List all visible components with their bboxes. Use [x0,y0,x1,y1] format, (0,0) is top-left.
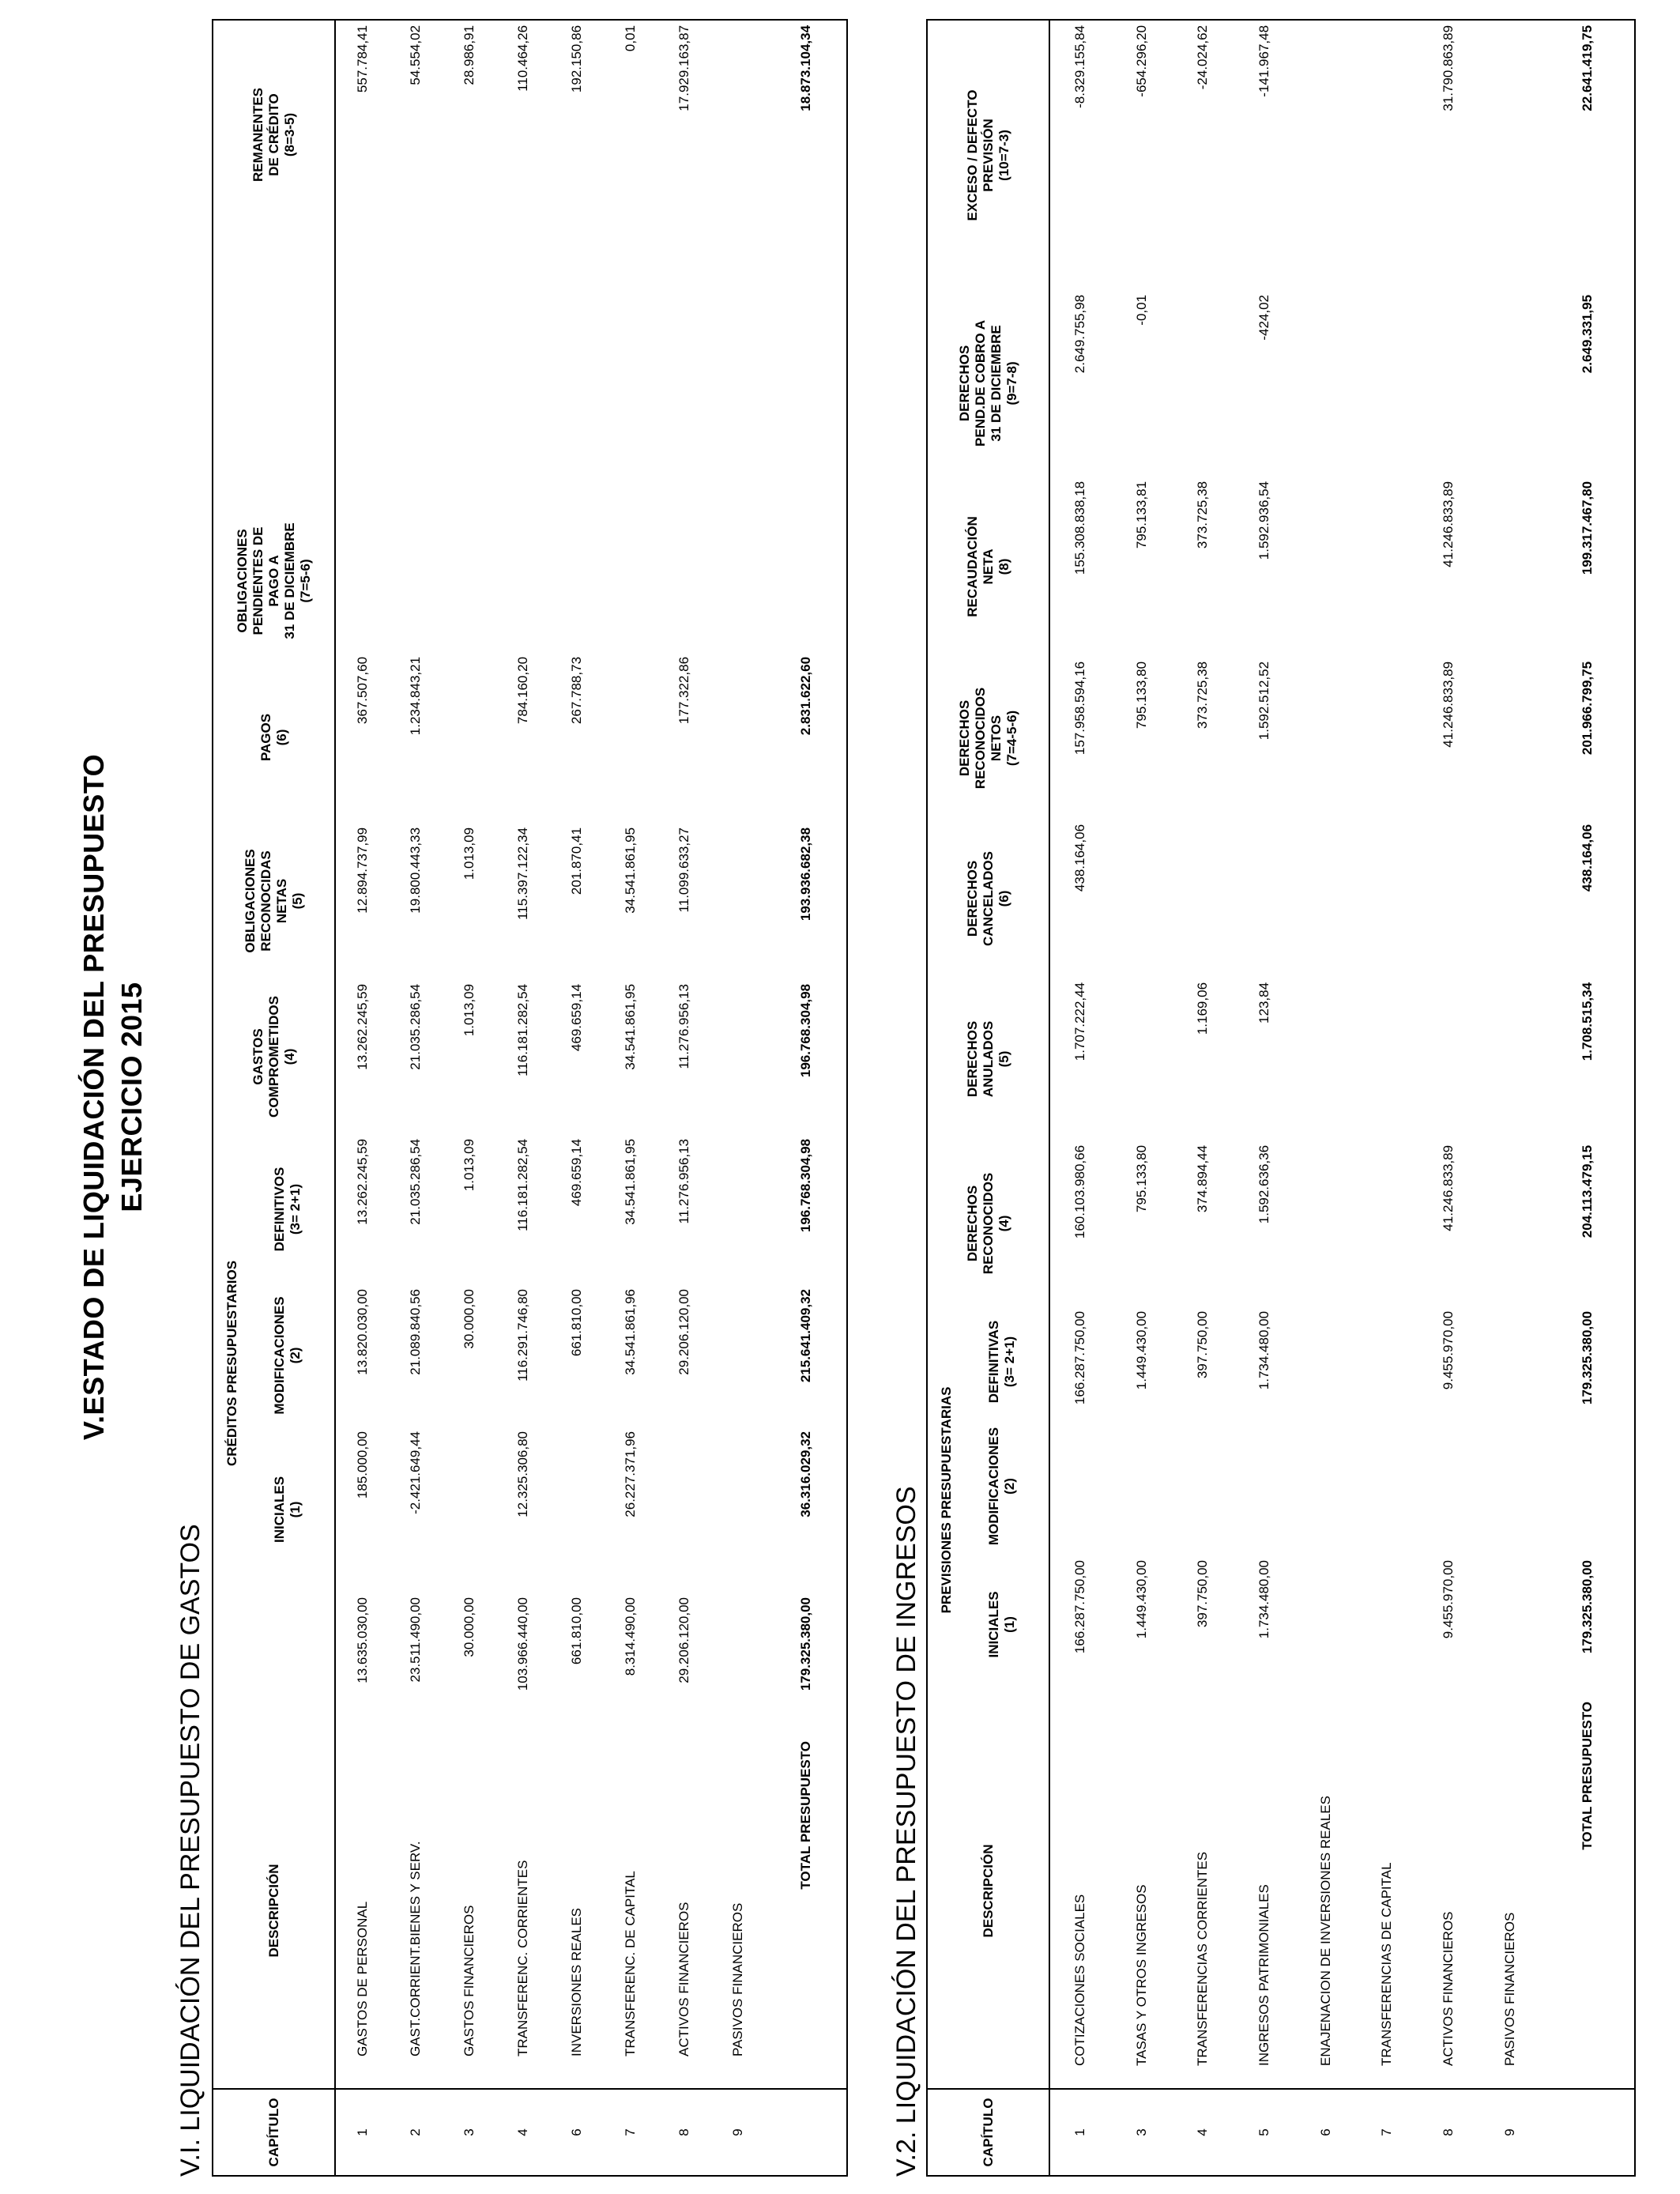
gastos-header-iniciales: INICIALES (1) [240,1427,335,1593]
pagos-cell: 1.013,09 [461,827,477,880]
iniciales-cell: 1.734.480,00 [1256,1560,1272,1639]
reconocidos-cell [1295,1140,1357,1306]
table-row [711,20,765,2176]
cancelados-cell: 438.164,06 [1072,824,1088,892]
pendcobro-cell [1357,290,1418,477]
table-row [1234,20,1295,2176]
modificaciones-cell [443,1427,496,1593]
recaudacion-cell [1295,477,1357,657]
table-row [1172,20,1234,2176]
definitivas-cell [1357,1306,1418,1417]
total-label: TOTAL PRESUPUESTO [797,1741,813,1890]
obligaciones-cell: 21.035.286,54 [408,983,423,1070]
definitivas-cell: 9.455.970,00 [1441,1310,1456,1390]
modificaciones-cell [657,1427,711,1593]
iniciales-cell: 23.511.490,00 [408,1597,423,1683]
remanentes-cell: 0,01 [623,25,638,52]
pendcobro-cell [1295,290,1357,477]
reconocidos-cell [1357,1140,1418,1306]
capitulo-cell: 9 [1479,2089,1541,2176]
obligaciones-cell: 469.659,14 [569,983,584,1052]
modificaciones-cell: 12.325.306,80 [515,1431,530,1517]
netos-cell [1357,657,1418,820]
reconocidos-cell: 795.133,80 [1133,1144,1149,1213]
pagos-cell: 19.800.443,33 [408,827,423,914]
ingresos-header-iniciales: INICIALES (1) [955,1555,1049,1694]
iniciales-cell [1479,1555,1541,1694]
comprometidos-cell: 469.659,14 [569,1138,584,1207]
iniciales-cell: 103.966.440,00 [515,1597,530,1691]
total-row [765,20,847,2176]
table-row [1357,20,1418,2176]
total-pendientes: 2.831.622,60 [797,656,813,736]
table-row [604,20,657,2176]
total-modificaciones [1541,1417,1635,1555]
recaudacion-cell: 795.133,81 [1133,481,1149,549]
descripcion-cell: TRANSFERENCIAS CORRIENTES [1195,1851,1211,2066]
modificaciones-cell [711,1427,765,1593]
ingresos-header-exceso: EXCESO / DEFECTO PREVISIÓN (10=7-3) [927,20,1049,290]
ingresos-header-anulados: DERECHOS ANULADOS (5) [927,978,1049,1140]
capitulo-cell: 2 [389,2089,443,2176]
modificaciones-cell [1418,1417,1479,1555]
netos-cell: 157.958.594,16 [1072,661,1088,756]
pendientes-cell: 1.234.843,21 [408,656,423,736]
definitivas-cell [1479,1306,1541,1417]
cancelados-cell [1418,820,1479,978]
cancelados-cell [1172,820,1234,978]
descripcion-cell: GASTOS FINANCIEROS [461,1905,477,2056]
gastos-header-pendientes: OBLIGACIONES PENDIENTES DE PAGO A 31 DE DICIEMBRE (7=5-6) [213,510,335,652]
anulados-cell [1295,978,1357,1140]
table-row [443,20,496,2176]
modificaciones-cell [1172,1417,1234,1555]
descripcion-cell: PASIVOS FINANCIEROS [730,1902,745,2056]
anulados-cell [1111,978,1173,1140]
exceso-cell: -141.967,48 [1256,25,1272,97]
table-row [657,20,711,2176]
iniciales-cell [1295,1555,1357,1694]
pendcobro-cell: -0,01 [1133,294,1149,326]
definitivas-cell [1295,1306,1357,1417]
netos-cell [1295,657,1357,820]
pagos-cell: 201.870,41 [569,827,584,895]
comprometidos-cell: 13.262.245,59 [354,1138,370,1225]
definitivas-cell: 1.734.480,00 [1256,1310,1272,1390]
descripcion-cell: GAST.CORRIENT.BIENES Y SERV. [408,1841,423,2056]
total-definitivos: 215.641.409,32 [797,1289,813,1383]
iniciales-cell: 661.810,00 [569,1597,584,1665]
iniciales-cell: 29.206.120,00 [676,1597,691,1683]
total-comprometidos: 196.768.304,98 [797,1138,813,1233]
remanentes-cell: 28.986,91 [461,25,477,85]
gastos-header-comprometidos: GASTOS COMPROMETIDOS (4) [213,979,335,1134]
total-reconocidos: 204.113.479,15 [1579,1144,1595,1238]
cancelados-cell [1295,820,1357,978]
modificaciones-cell [1357,1417,1418,1555]
iniciales-cell: 397.750,00 [1195,1560,1211,1628]
ingresos-header-recaudacion: RECAUDACIÓN NETA (8) [927,477,1049,657]
gastos-table [212,19,848,2177]
definitivos-cell: 34.541.861,96 [623,1289,638,1375]
exceso-cell [1357,20,1418,290]
capitulo-cell: 1 [335,2089,389,2176]
gastos-header-remanentes: REMANENTES DE CRÉDITO (8=3-5) [213,20,335,249]
reconocidos-cell: 41.246.833,89 [1441,1144,1456,1231]
remanentes-cell: 557.784,41 [354,25,370,93]
definitivos-cell: 21.089.840,56 [408,1289,423,1375]
remanentes-cell [711,20,765,510]
table-row [335,20,389,2176]
total-iniciales: 179.325.380,00 [1579,1560,1595,1654]
modificaciones-cell [1295,1417,1357,1555]
anulados-cell: 1.169,06 [1195,982,1211,1035]
gastos-header-pagos: PAGOS (6) [213,652,335,823]
pendientes-cell [604,652,657,823]
total-netos: 201.966.799,75 [1579,661,1595,756]
document-title: V.ESTADO DE LIQUIDACIÓN DEL PRESUPUESTO [77,753,110,1441]
obligaciones-cell: 34.541.861,95 [623,983,638,1070]
exceso-cell: -8.329.155,84 [1072,25,1088,108]
descripcion-cell: TASAS Y OTROS INGRESOS [1133,1884,1149,2066]
descripcion-cell: TRANSFERENC. DE CAPITAL [623,1871,638,2056]
descripcion-cell: COTIZACIONES SOCIALES [1072,1894,1088,2066]
pendcobro-cell [1418,290,1479,477]
ingresos-header-descripcion: DESCRIPCIÓN [927,1694,1049,2089]
definitivos-cell: 13.820.030,00 [354,1289,370,1375]
anulados-cell [1418,978,1479,1140]
gastos-header-obligaciones: OBLIGACIONES RECONOCIDAS NETAS (5) [213,823,335,979]
ingresos-header-modificaciones: MODIFICACIONES (2) [955,1417,1049,1555]
modificaciones-cell [1111,1417,1173,1555]
total-label: TOTAL PRESUPUESTO [1579,1702,1595,1850]
descripcion-cell: TRANSFERENC. CORRIENTES [515,1860,530,2056]
recaudacion-cell: 41.246.833,89 [1441,481,1456,567]
comprometidos-cell: 21.035.286,54 [408,1138,423,1225]
recaudacion-cell: 373.725,38 [1195,481,1211,549]
pendientes-cell: 367.507,60 [354,656,370,725]
gastos-header-modificaciones: MODIFICACIONES (2) [240,1284,335,1427]
pagos-cell: 12.894.737,99 [354,827,370,914]
recaudacion-cell [1357,477,1418,657]
recaudacion-cell [1479,477,1541,657]
descripcion-cell: TRANSFERENCIAS DE CAPITAL [1379,1862,1395,2066]
remanentes-cell: 17.929.163,87 [676,25,691,111]
iniciales-cell: 1.449.430,00 [1133,1560,1149,1639]
recaudacion-cell: 1.592.936,54 [1256,481,1272,560]
total-row [1541,20,1635,2176]
ingresos-header-reconocidos: DERECHOS RECONOCIDOS (4) [927,1140,1049,1306]
cancelados-cell [1234,820,1295,978]
pagos-cell: 34.541.861,95 [623,827,638,914]
table-row [1049,20,1111,2176]
exceso-cell [1479,20,1541,290]
descripcion-cell: PASIVOS FINANCIEROS [1501,1912,1517,2066]
capitulo-cell: 7 [1357,2089,1418,2176]
capitulo-cell: 9 [711,2089,765,2176]
gastos-header-creditos: CRÉDITOS PRESUPUESTARIOS [224,1260,239,1467]
comprometidos-cell: 116.181.282,54 [515,1138,530,1231]
ingresos-header-pendcobro: DERECHOS PEND.DE COBRO A 31 DE DICIEMBRE (9=7-8) [927,290,1049,477]
iniciales-cell: 30.000,00 [461,1597,477,1657]
ingresos-header-previsiones: PREVISIONES PRESUPUESTARIAS [939,1386,954,1614]
pendientes-cell [443,652,496,823]
exceso-cell: -24.024,62 [1195,25,1211,90]
document-subtitle: EJERCICIO 2015 [115,982,148,1212]
cancelados-cell [1357,820,1418,978]
capitulo-cell: 5 [1234,2089,1295,2176]
total-obligaciones: 196.768.304,98 [797,983,813,1078]
table-row [1479,20,1541,2176]
capitulo-cell: 7 [604,2089,657,2176]
definitivas-cell: 1.449.430,00 [1133,1310,1149,1390]
table-row [1418,20,1479,2176]
ingresos-header-cancelados: DERECHOS CANCELADOS (6) [927,820,1049,978]
definitivos-cell: 29.206.120,00 [676,1289,691,1375]
exceso-cell: -654.296,20 [1133,25,1149,97]
descripcion-cell: ENAJENACION DE INVERSIONES REALES [1317,1796,1333,2066]
pendcobro-cell: 2.649.755,98 [1072,294,1088,374]
netos-cell: 1.592.512,52 [1256,661,1272,741]
comprometidos-cell: 1.013,09 [461,1138,477,1192]
capitulo-cell: 4 [1172,2089,1234,2176]
definitivos-cell [711,1284,765,1427]
obligaciones-cell: 116.181.282,54 [515,983,530,1076]
iniciales-cell: 13.635.030,00 [354,1597,370,1683]
total-definitivas: 179.325.380,00 [1579,1310,1595,1405]
reconocidos-cell: 374.894,44 [1195,1144,1211,1213]
gastos-section-title: V.I. LIQUIDACIÓN DEL PRESUPUESTO DE GASTOS [175,1524,205,2177]
modificaciones-cell [1049,1417,1111,1555]
modificaciones-cell [1479,1417,1541,1555]
capitulo-cell: 3 [443,2089,496,2176]
ingresos-section-title: V.2. LIQUIDACIÓN DEL PRESUPUESTO DE INGRESOS [891,1486,921,2177]
pendientes-cell: 177.322,86 [676,656,691,725]
reconocidos-cell: 1.592.636,36 [1256,1144,1272,1224]
capitulo-cell: 8 [1418,2089,1479,2176]
table-row [1295,20,1357,2176]
iniciales-cell [711,1593,765,1733]
descripcion-cell: ACTIVOS FINANCIEROS [1441,1911,1456,2066]
pendcobro-cell: -424,02 [1256,294,1272,341]
netos-cell [1479,657,1541,820]
netos-cell: 795.133,80 [1133,661,1149,729]
iniciales-cell: 9.455.970,00 [1441,1560,1456,1639]
total-exceso: 22.641.419,75 [1579,25,1595,111]
reconocidos-cell: 160.103.980,66 [1072,1144,1088,1239]
remanentes-cell: 110.464,26 [515,25,530,92]
definitivas-cell: 166.287.750,00 [1072,1310,1088,1405]
cancelados-cell [1111,820,1173,978]
total-recaudacion: 199.317.467,80 [1579,481,1595,575]
pagos-cell [711,823,765,979]
obligaciones-cell [711,979,765,1134]
capitulo-cell: 6 [1295,2089,1357,2176]
total-pendcobro: 2.649.331,95 [1579,294,1595,374]
obligaciones-cell: 11.276.956,13 [676,983,691,1069]
total-pagos: 193.936.682,38 [797,827,813,922]
pagos-cell: 11.099.633,27 [676,827,691,913]
table-row [1111,20,1173,2176]
pendientes-cell: 267.788,73 [569,656,584,725]
anulados-cell [1479,978,1541,1140]
ingresos-header-capitulo: CAPÍTULO [927,2089,1049,2176]
capitulo-cell: 8 [657,2089,711,2176]
iniciales-cell [1357,1555,1418,1694]
capitulo-cell: 1 [1049,2089,1111,2176]
modificaciones-cell: 26.227.371,96 [623,1431,638,1517]
netos-cell: 373.725,38 [1195,661,1211,729]
exceso-cell: 31.790.863,89 [1441,25,1456,111]
obligaciones-cell: 13.262.245,59 [354,983,370,1070]
pendientes-cell [711,652,765,823]
modificaciones-cell: -2.421.649,44 [408,1431,423,1514]
netos-cell: 41.246.833,89 [1441,661,1456,748]
total-iniciales: 179.325.380,00 [797,1597,813,1691]
modificaciones-cell [550,1427,604,1593]
definitivas-cell: 397.750,00 [1195,1310,1211,1379]
pendientes-cell: 784.160,20 [515,656,530,725]
cancelados-cell [1479,820,1541,978]
table-row [496,20,550,2176]
descripcion-cell: INVERSIONES REALES [569,1907,584,2056]
total-cancelados: 438.164,06 [1579,824,1595,892]
pagos-cell: 115.397.122,34 [515,827,530,920]
total-modificaciones: 36.316.029,32 [797,1431,813,1517]
anulados-cell: 123,84 [1256,982,1272,1023]
comprometidos-cell: 34.541.861,95 [623,1138,638,1225]
ingresos-table [926,19,1636,2177]
modificaciones-cell [1234,1417,1295,1555]
total-remanentes: 18.873.104,34 [797,25,813,111]
descripcion-cell: GASTOS DE PERSONAL [354,1901,370,2056]
anulados-cell: 1.707.222,44 [1072,982,1088,1061]
total-anulados: 1.708.515,34 [1579,982,1595,1061]
capitulo-cell: 6 [550,2089,604,2176]
pendcobro-cell [1479,290,1541,477]
gastos-header-capitulo: CAPÍTULO [213,2089,335,2176]
comprometidos-cell: 11.276.956,13 [676,1138,691,1224]
definitivos-cell: 30.000,00 [461,1289,477,1349]
remanentes-cell: 54.554,02 [408,25,423,85]
descripcion-cell: INGRESOS PATRIMONIALES [1256,1884,1272,2066]
gastos-header-descripcion: DESCRIPCIÓN [213,1733,335,2089]
comprometidos-cell [711,1134,765,1284]
reconocidos-cell [1479,1140,1541,1306]
definitivos-cell: 661.810,00 [569,1289,584,1357]
remanentes-cell: 192.150,86 [569,25,584,93]
iniciales-cell: 166.287.750,00 [1072,1560,1088,1654]
ingresos-header-definitivas: DEFINITIVAS (3= 2+1) [955,1306,1049,1417]
iniciales-cell: 8.314.490,00 [623,1597,638,1676]
pendcobro-cell [1172,290,1234,477]
descripcion-cell: ACTIVOS FINANCIEROS [676,1902,691,2056]
capitulo-cell: 3 [1111,2089,1173,2176]
capitulo-cell: 4 [496,2089,550,2176]
obligaciones-cell: 1.013,09 [461,983,477,1037]
ingresos-header-netos: DERECHOS RECONOCIDOS NETOS (7=4-5-6) [927,657,1049,820]
definitivos-cell: 116.291.746,80 [515,1289,530,1382]
anulados-cell [1357,978,1418,1140]
modificaciones-cell: 185.000,00 [354,1431,370,1499]
table-row [389,20,443,2176]
exceso-cell [1295,20,1357,290]
gastos-header-definitivos: DEFINITIVOS (3= 2+1) [240,1134,335,1284]
table-row [550,20,604,2176]
recaudacion-cell: 155.308.838,18 [1072,481,1088,575]
